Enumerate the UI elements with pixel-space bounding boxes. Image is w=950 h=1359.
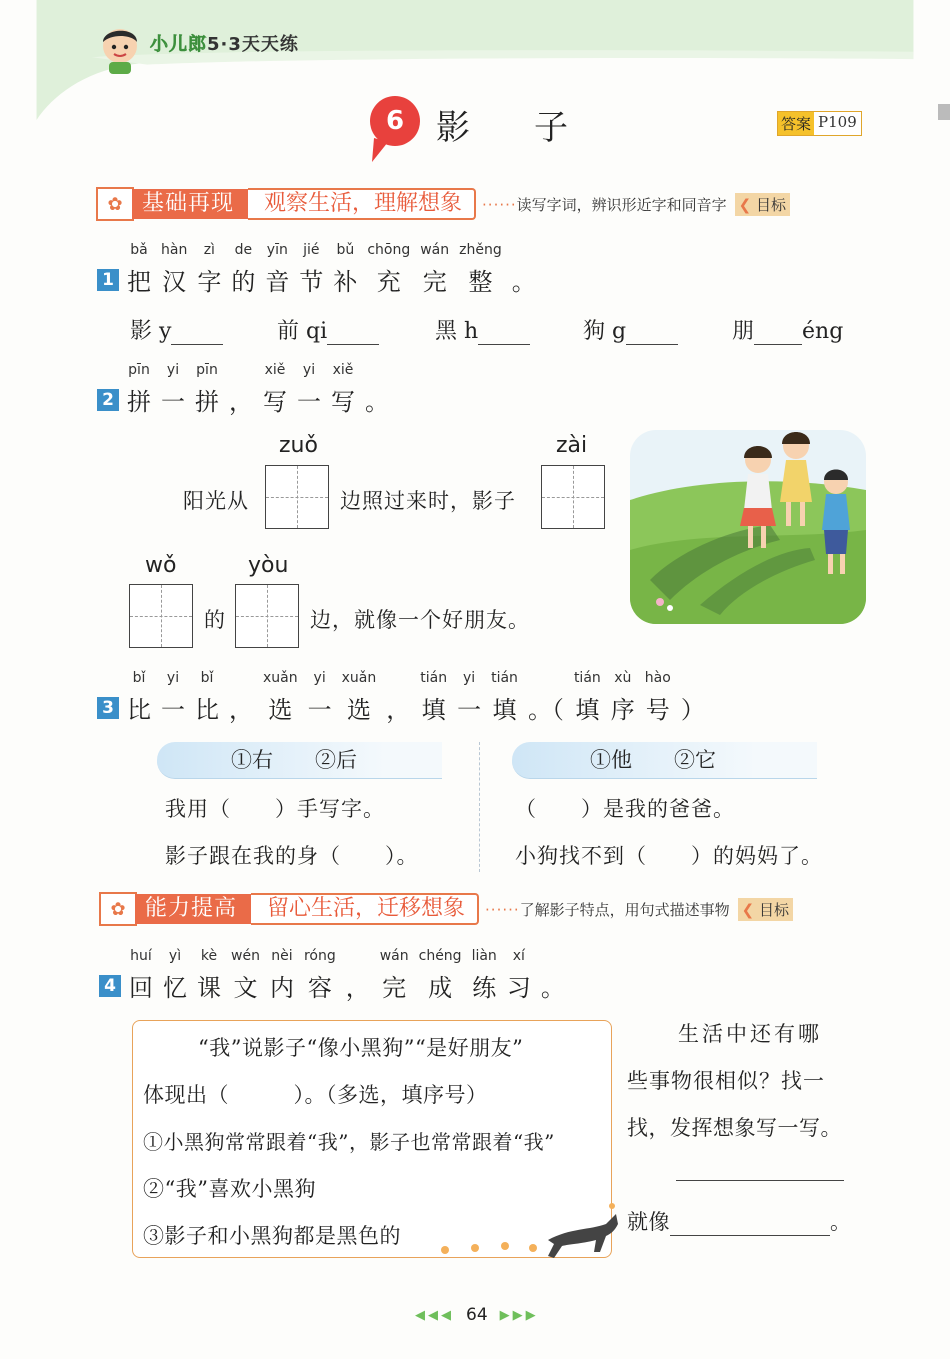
pinyin-char xyxy=(127,670,151,725)
pinyin-char xyxy=(380,948,409,1003)
pinyin: xuǎn xyxy=(341,670,377,686)
box-pinyin: zuǒ xyxy=(279,433,318,458)
hanzi: 充 xyxy=(376,268,401,296)
hanzi: 整 xyxy=(468,268,493,296)
blank-line[interactable] xyxy=(327,322,379,345)
q2-text: 阳光从 xyxy=(183,489,249,513)
hanzi: 比 xyxy=(127,696,151,724)
hanzi: 完 xyxy=(422,268,447,296)
pinyin-char xyxy=(304,948,336,1003)
q4-right-text: 生活中还有哪 xyxy=(678,1022,822,1046)
goal-tag: ❮ 目标 xyxy=(735,193,790,216)
hanzi: 音 xyxy=(265,268,290,296)
hanzi: ） xyxy=(680,696,705,724)
pinyin-char xyxy=(367,242,410,297)
q4-instruction xyxy=(129,948,575,1003)
pinyin: jié xyxy=(303,242,320,258)
brand-logo xyxy=(150,30,299,56)
pinyin-char xyxy=(229,670,253,725)
hanzi: 练 xyxy=(472,974,497,1002)
blank-line[interactable] xyxy=(754,322,802,345)
pinyin: bǐ xyxy=(200,670,214,686)
answer-page: P109 xyxy=(814,112,861,135)
pinyin-char xyxy=(528,670,564,725)
pinyin: xù xyxy=(614,670,632,686)
pinyin-char xyxy=(420,242,449,297)
section-advanced xyxy=(99,892,793,926)
hanzi: 补 xyxy=(333,268,358,296)
options-text: ①他 ②它 xyxy=(590,748,716,772)
writing-box[interactable] xyxy=(129,584,193,648)
hanzi: 节 xyxy=(299,268,324,296)
pinyin-char xyxy=(331,362,355,417)
section-subtitle: 观察生活，理解想象 xyxy=(248,188,476,220)
pinyin: zhěng xyxy=(459,242,502,258)
hanzi: 回 xyxy=(129,974,153,1002)
pinyin: wán xyxy=(379,948,409,964)
page-footer xyxy=(415,1305,539,1325)
options-text: ①右 ②后 xyxy=(231,748,357,772)
pinyin: xiě xyxy=(332,362,354,378)
pinyin-char xyxy=(197,948,221,1003)
pinyin: nèi xyxy=(271,948,293,964)
children-shadow-illustration xyxy=(630,430,866,624)
hanzi: 习 xyxy=(506,974,531,1002)
hanzi: 号 xyxy=(645,696,670,724)
pinyin: liàn xyxy=(471,948,497,964)
pinyin: pīn xyxy=(128,362,150,378)
pinyin: pīn xyxy=(196,362,218,378)
pinyin-char xyxy=(197,242,221,297)
pinyin-char xyxy=(681,670,705,725)
hanzi: 一 xyxy=(161,696,185,724)
hanzi: 。 xyxy=(511,268,536,296)
pinyin: hàn xyxy=(161,242,188,258)
hanzi: 。 xyxy=(365,388,389,416)
hanzi: 汉 xyxy=(162,268,187,296)
pinyin: yi xyxy=(463,670,476,686)
hanzi: 容 xyxy=(307,974,332,1002)
running-dog-icon xyxy=(430,1200,630,1270)
hanzi: 成 xyxy=(428,974,453,1002)
question-number: 3 xyxy=(97,697,119,719)
pinyin-char xyxy=(297,362,321,417)
lesson-title: 影子 xyxy=(436,108,632,148)
hanzi: 完 xyxy=(382,974,407,1002)
brand-name: 小儿郎 xyxy=(150,34,207,55)
blank-line[interactable] xyxy=(626,322,678,345)
book-sprout-icon: ✿ xyxy=(99,892,137,926)
pinyin-char xyxy=(541,948,565,1003)
pinyin-char xyxy=(161,670,185,725)
q1-item: 前 qi xyxy=(277,314,379,345)
q2-heading xyxy=(97,362,399,417)
pinyin-char xyxy=(231,242,255,297)
pinyin: yi xyxy=(166,362,180,378)
pinyin-char xyxy=(342,670,377,725)
pinyin-char xyxy=(574,670,601,725)
answer-label: 答案 xyxy=(778,112,814,135)
writing-box[interactable] xyxy=(265,465,329,529)
pinyin: xuǎn xyxy=(263,670,298,686)
hanzi: 。 xyxy=(540,974,565,1002)
answer-reference[interactable] xyxy=(777,111,862,136)
pinyin-char xyxy=(333,242,357,297)
hanzi: 字 xyxy=(197,268,222,296)
pinyin: tián xyxy=(420,670,448,686)
pinyin: yi xyxy=(313,670,326,686)
hanzi: 的 xyxy=(231,268,256,296)
pinyin-char xyxy=(299,242,323,297)
hanzi: 课 xyxy=(197,974,221,1002)
q1-item: 狗 g xyxy=(583,314,678,345)
hanzi: 拼 xyxy=(195,388,219,416)
pinyin: zì xyxy=(203,242,215,258)
brand-series: 5·3天天练 xyxy=(207,34,299,55)
section-goal: ······读写字词，辨识形近字和同音字 xyxy=(482,195,727,214)
hanzi: 一 xyxy=(457,696,482,724)
hanzi: 文 xyxy=(233,974,258,1002)
q3-heading xyxy=(97,670,715,725)
goal-tag: ❮ 目标 xyxy=(738,898,793,921)
pinyin: wén xyxy=(231,948,260,964)
hanzi: 序 xyxy=(610,696,635,724)
pinyin-char xyxy=(129,948,153,1003)
goal-text: 读写字词，辨识形近字和同音字 xyxy=(516,195,727,214)
pinyin-char xyxy=(507,948,531,1003)
left-arrows-icon: ◀◀◀ xyxy=(415,1307,454,1323)
pinyin: xiě xyxy=(264,362,286,378)
hanzi: 写 xyxy=(263,388,287,416)
hanzi: 比 xyxy=(195,696,219,724)
writing-box[interactable] xyxy=(235,584,299,648)
pinyin-char xyxy=(195,362,219,417)
hanzi: 一 xyxy=(307,696,332,724)
hanzi: 填 xyxy=(421,696,446,724)
pinyin: chéng xyxy=(418,948,462,964)
pinyin-char xyxy=(491,670,518,725)
section-goal: ······了解影子特点，用句式描述事物 xyxy=(485,900,730,919)
q4-option: ③影子和小黑狗都是黑色的 xyxy=(143,1224,401,1248)
pinyin: wán xyxy=(420,242,450,258)
hanzi: ， xyxy=(345,974,370,1002)
q4-right-text: 找，发挥想象写一写。 xyxy=(627,1116,842,1140)
pinyin-char xyxy=(231,948,260,1003)
hanzi: 填 xyxy=(575,696,600,724)
hanzi: 选 xyxy=(268,696,293,724)
blank-line[interactable] xyxy=(171,322,223,345)
fill-sentence[interactable]: 小狗找不到（ ）的妈妈了。 xyxy=(515,844,823,868)
q3-instruction xyxy=(127,670,715,725)
pinyin: tián xyxy=(491,670,518,686)
pinyin-char xyxy=(263,362,287,417)
pinyin: hào xyxy=(644,670,671,686)
pinyin-char xyxy=(365,362,389,417)
box-pinyin: zài xyxy=(556,433,588,458)
pinyin: yi xyxy=(302,362,316,378)
hanzi: 把 xyxy=(127,268,151,296)
hanzi: 拼 xyxy=(127,388,151,416)
pinyin-char xyxy=(270,948,294,1003)
fill-sentence[interactable]: 影子跟在我的身（ ）。 xyxy=(165,844,419,868)
column-divider xyxy=(479,742,480,872)
pinyin: róng xyxy=(303,948,336,964)
section-subtitle: 留心生活，迁移想象 xyxy=(251,893,479,925)
section-basic xyxy=(96,187,790,221)
q4-right-like: 就像 。 xyxy=(627,1210,852,1234)
book-sprout-icon: ✿ xyxy=(96,187,134,221)
q4-line[interactable]: 体现出（ ）。（多选，填序号） xyxy=(143,1083,488,1107)
pinyin-char xyxy=(512,242,536,297)
pinyin-char xyxy=(163,948,187,1003)
hanzi: 内 xyxy=(269,974,294,1002)
section-label: 基础再现 xyxy=(132,189,248,219)
hanzi: 忆 xyxy=(163,974,187,1002)
q1-instruction xyxy=(127,242,546,297)
pinyin-char xyxy=(265,242,289,297)
pinyin-char xyxy=(161,242,187,297)
fill-sentence[interactable]: （ ）是我的爸爸。 xyxy=(515,797,735,821)
hanzi: ， xyxy=(229,388,253,416)
q4-option: ①小黑狗常常跟着“我”，影子也常常跟着“我” xyxy=(143,1130,555,1154)
q1-item: 朋 éng xyxy=(732,319,844,344)
q4-line: “我”说影子“像小黑狗”“是好朋友” xyxy=(198,1036,524,1060)
page-number: 64 xyxy=(466,1305,488,1325)
pinyin: yīn xyxy=(266,242,288,258)
q2-instruction xyxy=(127,362,399,417)
pinyin-char xyxy=(420,670,447,725)
pinyin-char xyxy=(645,670,671,725)
blank-line[interactable] xyxy=(478,322,530,345)
fill-sentence[interactable]: 我用（ ）手写字。 xyxy=(165,797,385,821)
mascot-boy-icon xyxy=(95,22,145,76)
right-arrows-icon: ▶▶▶ xyxy=(499,1307,539,1323)
q1-item: 黑 h xyxy=(435,314,530,345)
pinyin: bǐ xyxy=(132,670,146,686)
pinyin: yì xyxy=(168,948,182,964)
pinyin: xí xyxy=(512,948,525,964)
pinyin-char xyxy=(472,948,497,1003)
answer-line[interactable] xyxy=(676,1158,844,1181)
pinyin-char xyxy=(386,670,410,725)
q1-item: 影 y xyxy=(130,314,223,345)
options-pill-right xyxy=(512,742,817,779)
pinyin: bǎ xyxy=(130,242,148,258)
box-pinyin: wǒ xyxy=(145,553,177,578)
question-number: 2 xyxy=(97,389,119,411)
pinyin-char xyxy=(611,670,635,725)
pinyin: bǔ xyxy=(336,242,355,258)
options-pill-left xyxy=(157,742,442,779)
pinyin: de xyxy=(234,242,253,258)
lesson-number-badge: 6 xyxy=(370,96,420,146)
q2-text: 的 xyxy=(204,608,226,632)
pinyin-char xyxy=(459,242,502,297)
q4-right-text: 些事物很相似？找一 xyxy=(627,1069,825,1093)
goal-text: 了解影子特点，用句式描述事物 xyxy=(519,900,730,919)
badge-tail-icon xyxy=(368,138,392,164)
pinyin-char xyxy=(127,362,151,417)
pinyin-char xyxy=(229,362,253,417)
pinyin-char xyxy=(457,670,481,725)
hanzi: 。（ xyxy=(527,696,564,724)
pinyin: chōng xyxy=(367,242,411,258)
hanzi: 一 xyxy=(297,388,321,416)
hanzi: ， xyxy=(229,696,253,724)
pinyin: yi xyxy=(166,670,180,686)
q1-heading xyxy=(97,242,546,297)
section-label: 能力提高 xyxy=(135,894,251,924)
q4-option: ②“我”喜欢小黑狗 xyxy=(143,1177,316,1201)
pinyin-char xyxy=(263,670,298,725)
pinyin-char xyxy=(308,670,332,725)
pinyin: kè xyxy=(200,948,218,964)
q2-text: 边照过来时，影子 xyxy=(340,489,516,513)
box-pinyin: yòu xyxy=(248,553,289,578)
hanzi: 选 xyxy=(346,696,371,724)
hanzi: ， xyxy=(386,696,411,724)
hanzi: 一 xyxy=(161,388,185,416)
pinyin-char xyxy=(346,948,370,1003)
pinyin-char xyxy=(419,948,462,1003)
q2-text: 边，就像一个好朋友。 xyxy=(310,608,530,632)
answer-line[interactable] xyxy=(670,1213,830,1236)
right-edge-tab xyxy=(938,104,950,120)
pinyin-char xyxy=(195,670,219,725)
pinyin: tián xyxy=(573,670,601,686)
q4-heading xyxy=(99,948,575,1003)
hanzi: 写 xyxy=(331,388,355,416)
writing-box[interactable] xyxy=(541,465,605,529)
pinyin-char xyxy=(161,362,185,417)
question-number: 1 xyxy=(97,269,119,291)
hanzi: 填 xyxy=(492,696,517,724)
pinyin-char xyxy=(127,242,151,297)
pinyin: huí xyxy=(130,948,152,964)
question-number: 4 xyxy=(99,975,121,997)
